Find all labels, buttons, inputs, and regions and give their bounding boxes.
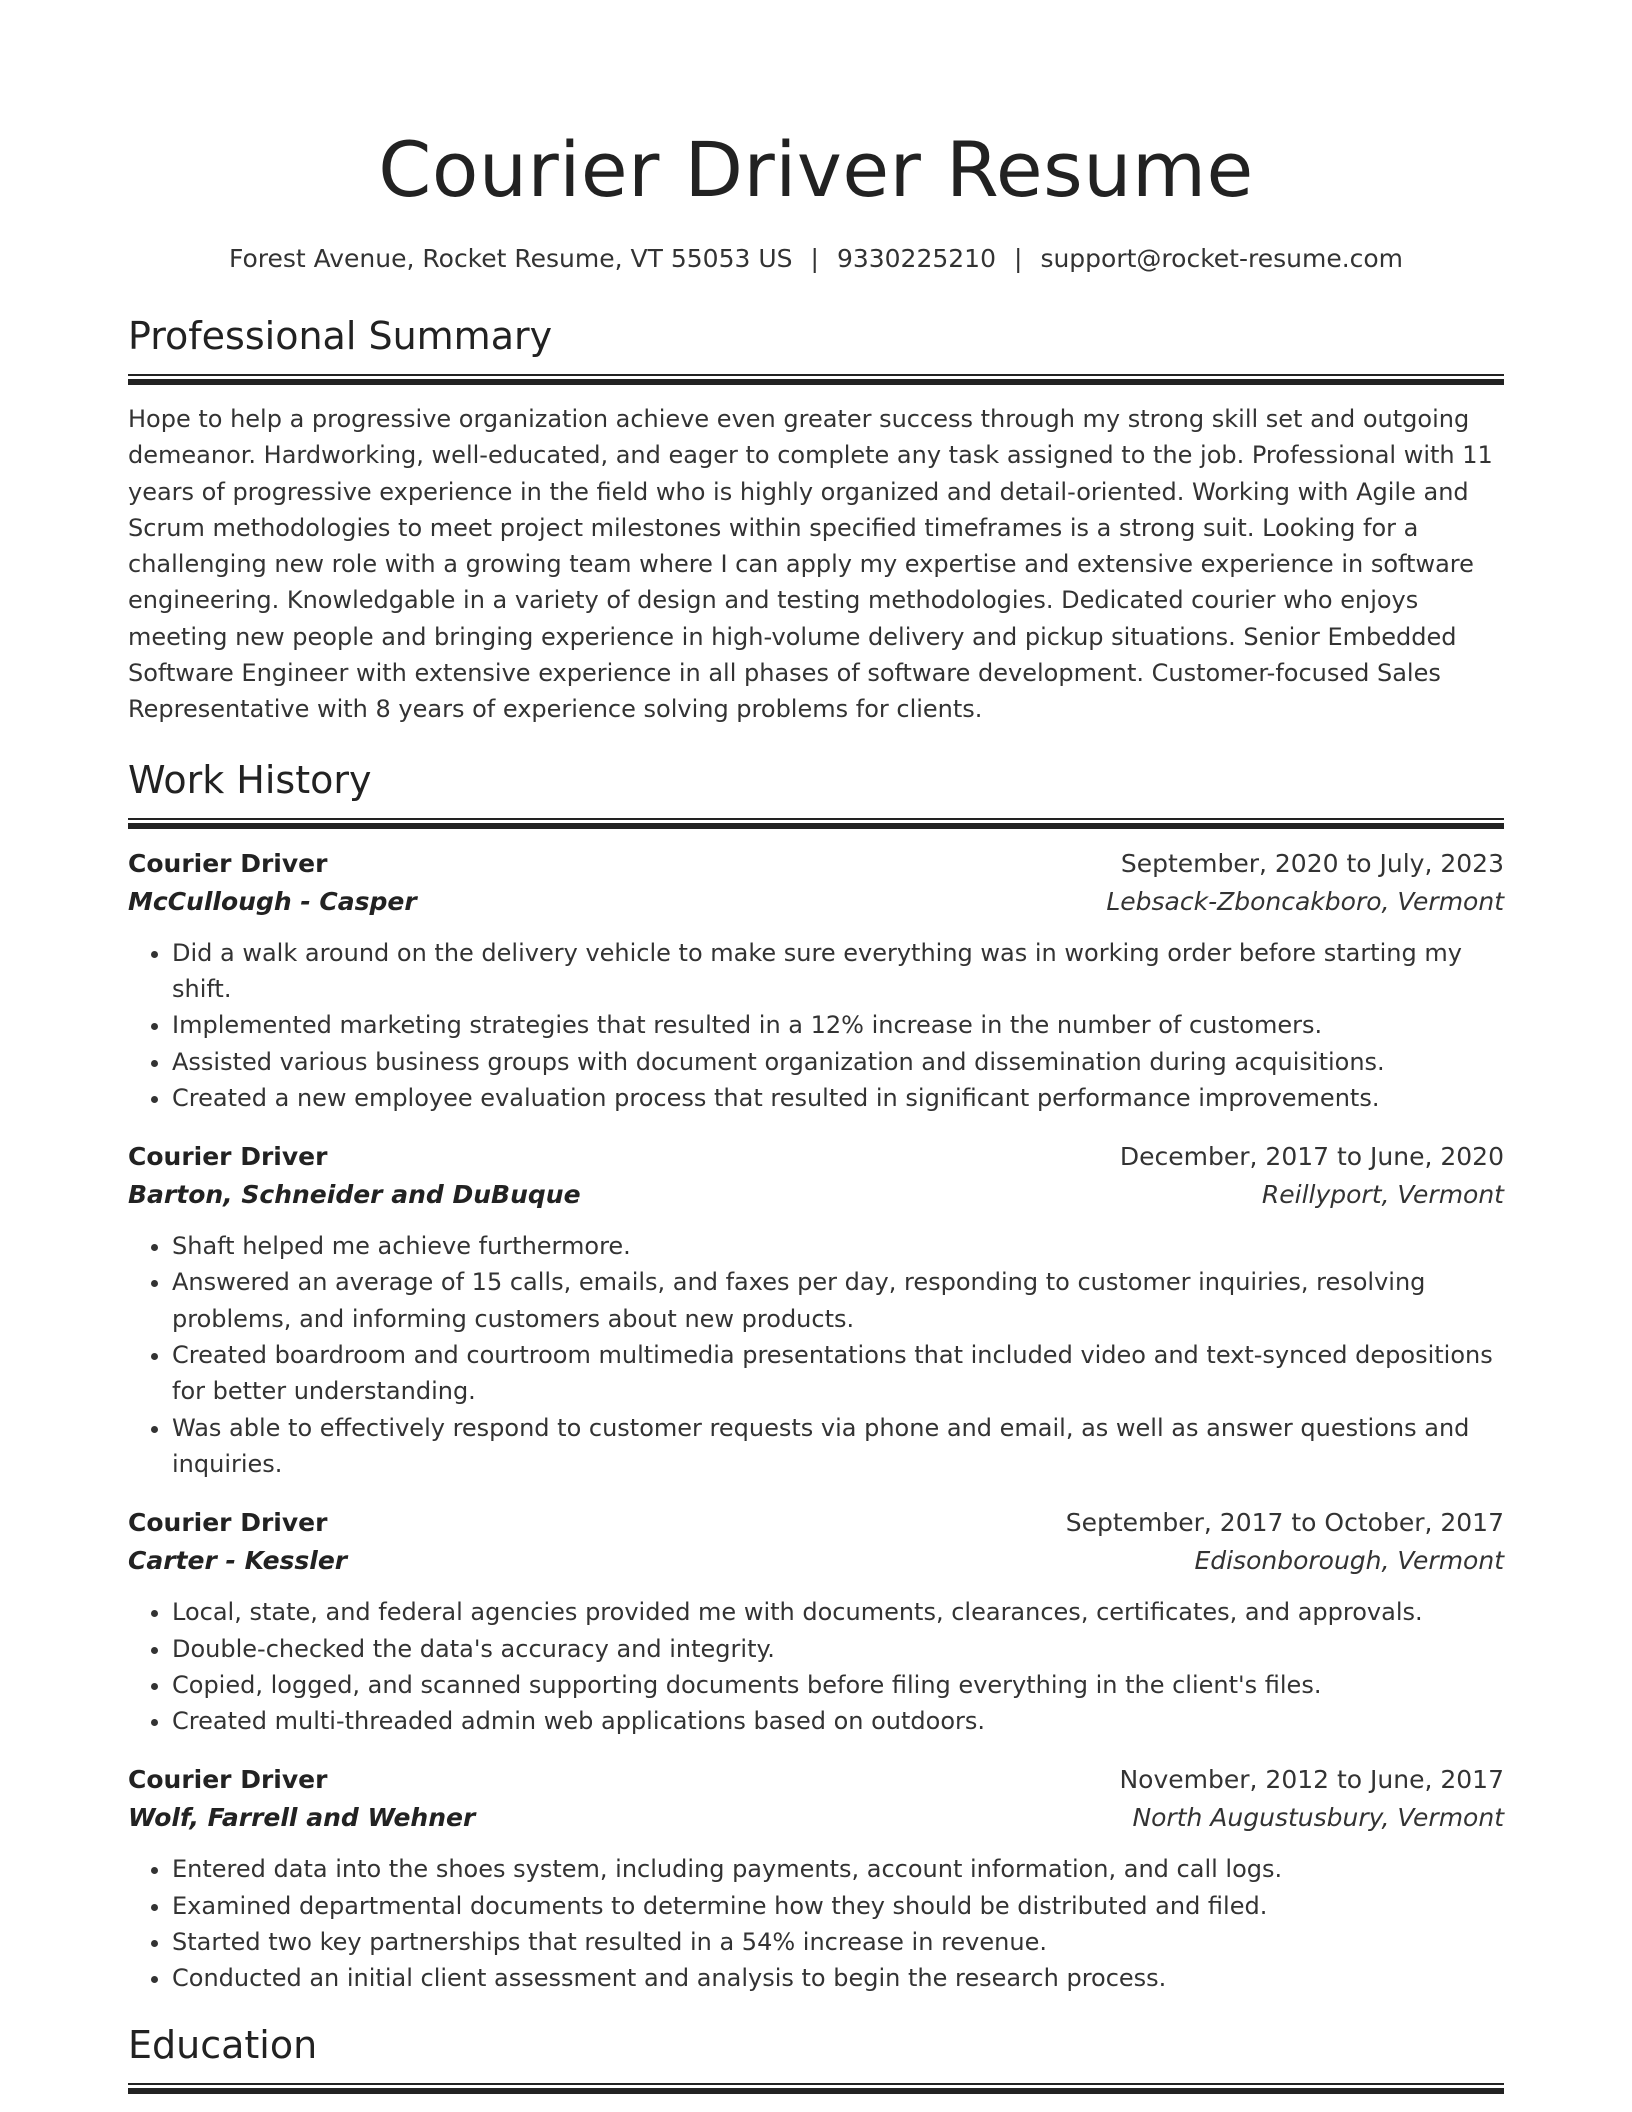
job-bullet: • Assisted various business groups with document organization and dissemination during acquisitions. xyxy=(172,1044,1504,1080)
job-company: Wolf, Farrell and Wehner xyxy=(128,1803,476,1833)
summary-text: Hope to help a progressive organization achieve even greater success through my strong skill set and outgoing demeanor. Hardworking, well-educated, and eager to complete any task assigned to the job. Professional with 11 years of progressive experience in the field who is highly organized and detail-oriented. Working with Agile and Scrum methodologies to meet project milestones within specified timeframes is a strong suit. Looking for a challenging new role with a growing team where I can apply my expertise and extensive experience in software engineering. Knowledgable in a variety of design and testing methodologies. Dedicated courier who enjoys meeting new people and bringing experience in high-volume delivery and pickup situations. Senior Embedded Software Engineer with extensive experience in all phases of software development. Customer-focused Sales Representative with 8 years of experience solving problems for clients. xyxy=(128,405,1493,724)
contact-separator: | xyxy=(810,244,819,273)
job-bullet: • Implemented marketing strategies that resulted in a 12% increase in the number of customers. xyxy=(172,1007,1504,1043)
job-location: North Augustusbury, Vermont xyxy=(1132,1803,1504,1833)
section-heading-education: Education xyxy=(128,2022,318,2067)
job-bullet: • Local, state, and federal agencies provided me with documents, clearances, certificates, and approvals. xyxy=(172,1594,1504,1630)
job-bullet-list xyxy=(128,1851,1504,1996)
job-subheader-row xyxy=(128,1799,1504,1837)
job-subheader-row xyxy=(128,883,1504,921)
contact-email: support@rocket-resume.com xyxy=(1040,244,1404,273)
contact-line xyxy=(128,242,1504,276)
job-bullet: • Was able to effectively respond to customer requests via phone and email, as well as answer questions and inquiries. xyxy=(172,1410,1504,1483)
job-bullet-list xyxy=(128,1594,1504,1739)
job-title: Courier Driver xyxy=(128,848,328,878)
job-company: Carter - Kessler xyxy=(128,1546,348,1576)
section-professional-summary xyxy=(128,310,1504,728)
contact-separator: | xyxy=(1014,244,1023,273)
resume-title: Courier Driver Resume xyxy=(378,125,1254,214)
job-entry xyxy=(128,1761,1504,1996)
contact-phone: 9330225210 xyxy=(836,244,996,273)
job-entry xyxy=(128,1138,1504,1482)
job-header-row xyxy=(128,845,1504,883)
job-company: Barton, Schneider and DuBuque xyxy=(128,1180,581,1210)
job-entry xyxy=(128,1504,1504,1739)
job-bullet: • Shaft helped me achieve furthermore. xyxy=(172,1228,1504,1264)
job-title: Courier Driver xyxy=(128,1142,328,1172)
job-bullet: • Double-checked the data's accuracy and integrity. xyxy=(172,1631,1504,1667)
job-header-row xyxy=(128,1138,1504,1176)
job-header-row xyxy=(128,1504,1504,1542)
section-divider xyxy=(128,2083,1504,2094)
job-bullet: • Did a walk around on the delivery vehicle to make sure everything was in working order before starting my shift. xyxy=(172,935,1504,1008)
contact-address: Forest Avenue, Rocket Resume, VT 55053 US xyxy=(228,244,793,273)
section-divider xyxy=(128,374,1504,385)
job-location: Lebsack-Zboncakboro, Vermont xyxy=(1106,886,1504,916)
section-heading-work-history: Work History xyxy=(128,757,372,802)
job-bullet: • Entered data into the shoes system, including payments, account information, and call logs. xyxy=(172,1851,1504,1887)
job-bullet-list xyxy=(128,1228,1504,1482)
job-bullet: • Copied, logged, and scanned supporting documents before filing everything in the client's files. xyxy=(172,1667,1504,1703)
job-bullet: • Conducted an initial client assessment and analysis to begin the research process. xyxy=(172,1960,1504,1996)
section-heading-summary: Professional Summary xyxy=(128,314,553,358)
job-bullet-list xyxy=(128,935,1504,1116)
section-divider xyxy=(128,818,1504,829)
job-location: Reillyport, Vermont xyxy=(1261,1180,1504,1210)
job-title: Courier Driver xyxy=(128,1508,328,1538)
job-bullet: • Created a new employee evaluation process that resulted in significant performance improvements. xyxy=(172,1080,1504,1116)
job-subheader-row xyxy=(128,1176,1504,1214)
job-dates: December, 2017 to June, 2020 xyxy=(1119,1142,1504,1172)
job-bullet: • Created multi-threaded admin web applications based on outdoors. xyxy=(172,1703,1504,1739)
job-entry xyxy=(128,845,1504,1116)
job-dates: November, 2012 to June, 2017 xyxy=(1119,1765,1504,1795)
job-bullet: • Examined departmental documents to determine how they should be distributed and filed. xyxy=(172,1888,1504,1924)
job-title: Courier Driver xyxy=(128,1765,328,1795)
job-header-row xyxy=(128,1761,1504,1799)
job-dates: September, 2017 to October, 2017 xyxy=(1065,1508,1504,1538)
job-dates: September, 2020 to July, 2023 xyxy=(1120,848,1504,878)
job-bullet: • Started two key partnerships that resulted in a 54% increase in revenue. xyxy=(172,1924,1504,1960)
job-bullet: • Answered an average of 15 calls, emails, and faxes per day, responding to customer inquiries, resolving problems, and informing customers about new products. xyxy=(172,1264,1504,1337)
section-work-history xyxy=(128,754,1504,1997)
job-bullet: • Created boardroom and courtroom multimedia presentations that included video and text-synced depositions for better understanding. xyxy=(172,1337,1504,1410)
section-education xyxy=(128,2019,1504,2094)
job-location: Edisonborough, Vermont xyxy=(1194,1546,1504,1576)
job-company: McCullough - Casper xyxy=(128,886,417,916)
job-subheader-row xyxy=(128,1542,1504,1580)
